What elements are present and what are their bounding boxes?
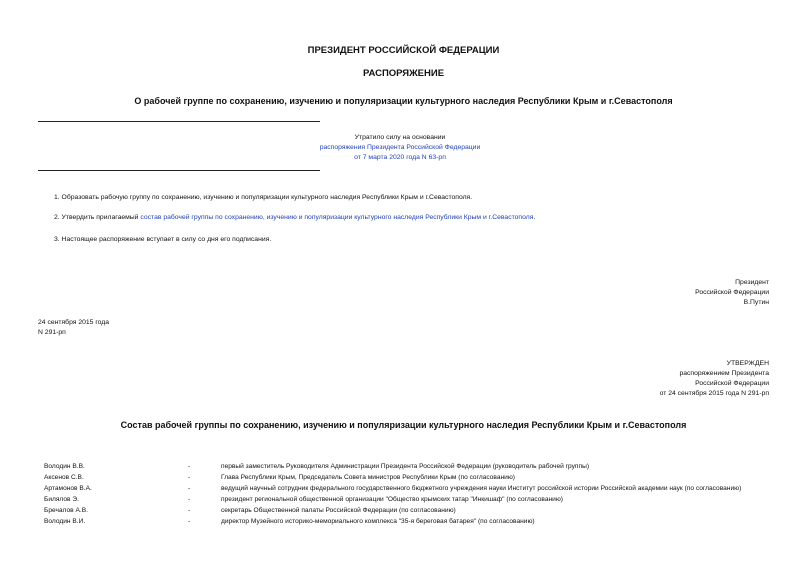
member-position: секретарь Общественной палаты Российской Федерации (по согласованию): [221, 507, 456, 514]
composition-link[interactable]: состав рабочей группы по сохранению, изучению и популяризации культурного наследия Республики Крым и г.Севастополя: [140, 214, 534, 221]
expired-note-link[interactable]: распоряжения Президента Российской Федерации: [319, 144, 481, 151]
member-position: ведущий научный сотрудник федерального государственного бюджетного учреждения науки Институт российской истории Российской академии наук (по согласованию): [221, 485, 742, 492]
member-name: Володин В.В.: [44, 463, 85, 470]
composition-title: Состав рабочей группы по сохранению, изучению и популяризации культурного наследия Республики Крым и г.Севастополя: [120, 420, 687, 430]
paragraph-2-prefix: 2. Утвердить прилагаемый: [54, 214, 141, 221]
signature-title: Президент: [735, 279, 769, 286]
member-name: Аксенов С.В.: [44, 474, 84, 481]
member-position: Глава Республики Крым, Председатель Совета министров Республики Крым (по согласованию): [221, 474, 515, 481]
member-dash: -: [188, 507, 191, 514]
paragraph-2: [54, 213, 535, 222]
member-dash: -: [188, 496, 191, 503]
member-name: Володин В.И.: [44, 518, 86, 525]
paragraph-2-suffix: .: [533, 214, 536, 221]
paragraph-1: 1. Образовать рабочую группу по сохранению, изучению и популяризации культурного наследия Республики Крым и г.Севастополя.: [54, 194, 473, 201]
member-position: первый заместитель Руководителя Администрации Президента Российской Федерации (руководитель рабочей группы): [221, 463, 590, 470]
paragraph-3: 3. Настоящее распоряжение вступает в силу со дня его подписания.: [54, 236, 272, 243]
member-dash: -: [188, 518, 191, 525]
member-dash: -: [188, 463, 191, 470]
decree-number: N 291-рп: [38, 329, 66, 336]
approved-by: распоряжением Президента: [679, 370, 769, 377]
approved-date-number: от 24 сентября 2015 года N 291-рп: [659, 390, 769, 397]
expired-note-link-date[interactable]: от 7 марта 2020 года N 63-рп: [354, 154, 446, 161]
expired-note-text: Утратило силу на основании: [354, 134, 446, 141]
signature-country: Российской Федерации: [695, 289, 769, 296]
separator-line-top: [38, 121, 320, 122]
document-title: О рабочей группе по сохранению, изучению и популяризации культурного наследия Республики Крым и г.Севастополя: [134, 96, 673, 106]
decree-date: 24 сентября 2015 года: [38, 319, 110, 326]
authority-heading: ПРЕЗИДЕНТ РОССИЙСКОЙ ФЕДЕРАЦИИ: [307, 45, 500, 56]
signature-name: В.Путин: [743, 299, 769, 306]
approved-label: УТВЕРЖДЕН: [726, 360, 769, 367]
approved-country: Российской Федерации: [695, 380, 769, 387]
member-position: президент региональной общественной организации "Общество крымских татар "Инкишаф" (по согласованию): [221, 496, 563, 503]
member-name: Бречалов А.В.: [44, 507, 88, 514]
member-position: директор Музейного историко-мемориального комплекса "35-я береговая батарея" (по согласованию): [221, 518, 535, 525]
separator-line-bottom: [38, 170, 320, 171]
member-name: Артамонов В.А.: [44, 485, 92, 492]
member-dash: -: [188, 474, 191, 481]
member-name: Билялов Э.: [44, 496, 79, 503]
member-dash: -: [188, 485, 191, 492]
document-type-heading: РАСПОРЯЖЕНИЕ: [362, 68, 445, 79]
